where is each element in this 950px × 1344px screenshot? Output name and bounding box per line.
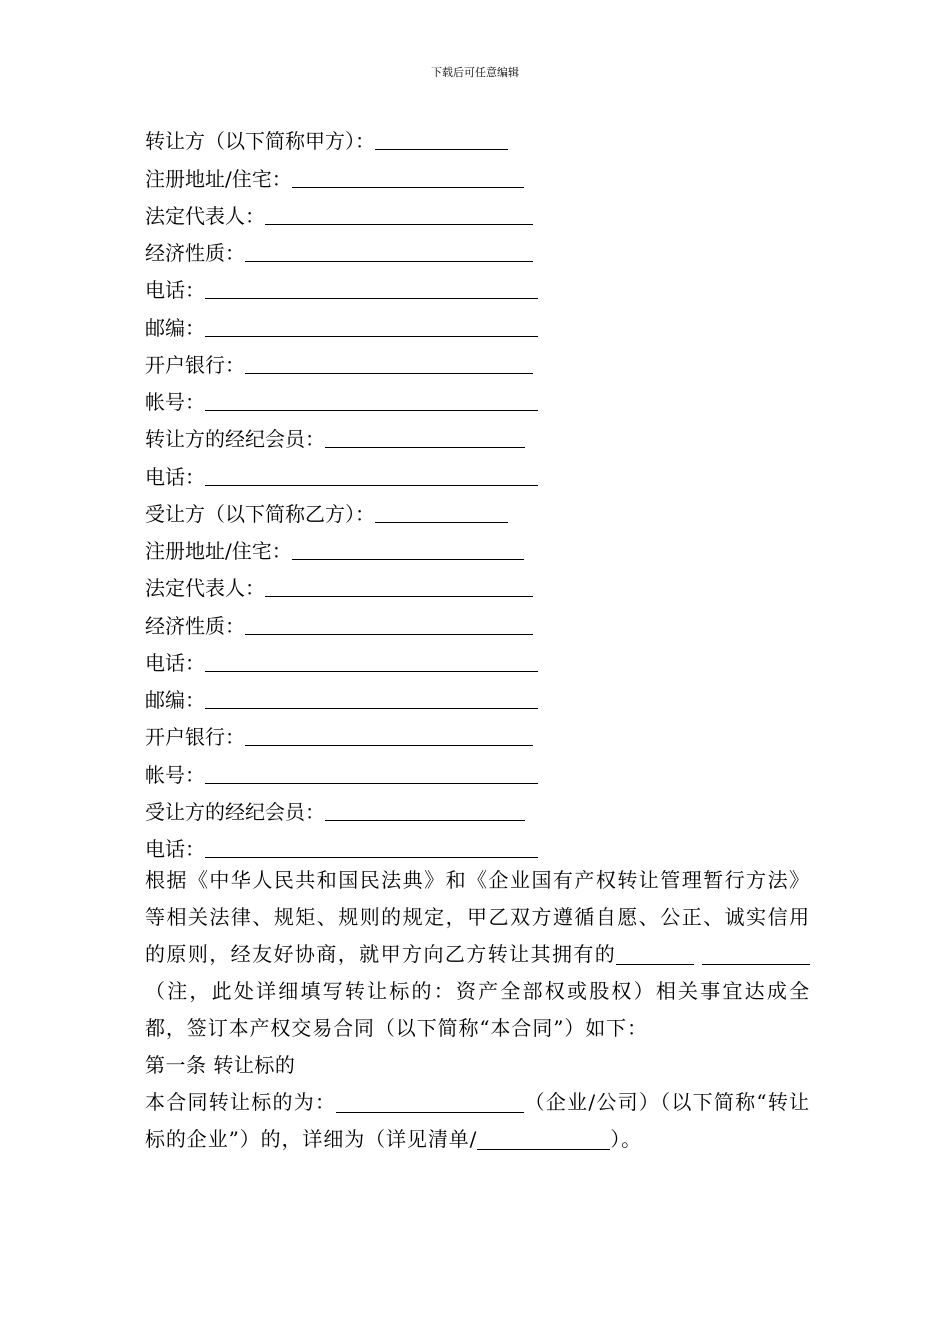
transferor-legal-rep-field xyxy=(145,193,665,230)
transferee-postcode-blank[interactable] xyxy=(205,686,538,709)
article-1-title: 第一条 转让标的 xyxy=(145,1053,296,1077)
contract-body xyxy=(145,862,810,1158)
transferor-name-field xyxy=(145,118,665,155)
transferee-bank-blank[interactable] xyxy=(245,723,533,746)
transferee-account-field xyxy=(145,751,665,788)
field-label: 电话： xyxy=(145,464,205,489)
transferor-address-field xyxy=(145,155,665,192)
transferee-address-blank[interactable] xyxy=(292,537,524,560)
transferor-name-blank[interactable] xyxy=(375,127,508,150)
transferor-account-blank[interactable] xyxy=(205,388,538,411)
transferor-economic-nature-field xyxy=(145,230,665,267)
transferor-bank-blank[interactable] xyxy=(245,351,533,374)
transferor-broker-blank[interactable] xyxy=(325,425,525,448)
field-label: 帐号： xyxy=(145,390,205,414)
field-label: 转让方的经纪会员： xyxy=(145,427,325,452)
preamble-paragraph xyxy=(145,862,810,1047)
transferee-bank-field xyxy=(145,714,665,751)
field-label: 注册地址/住宅： xyxy=(145,539,292,563)
transferee-postcode-field xyxy=(145,677,665,714)
field-label: 开户银行： xyxy=(145,725,245,750)
field-label: 经济性质： xyxy=(145,241,245,265)
transferee-broker-phone-field xyxy=(145,826,665,863)
transferee-legal-rep-blank[interactable] xyxy=(265,574,533,597)
transferor-postcode-blank[interactable] xyxy=(205,314,538,337)
article-1-paragraph xyxy=(145,1084,810,1158)
transferor-broker-phone-field xyxy=(145,453,665,490)
transferee-broker-field xyxy=(145,789,665,826)
transferee-economic-nature-field xyxy=(145,602,665,639)
field-label: 法定代表人： xyxy=(145,203,265,228)
transferor-address-blank[interactable] xyxy=(292,165,524,188)
party-info-fields xyxy=(145,118,665,863)
field-label: 帐号： xyxy=(145,762,205,787)
transferor-broker-field xyxy=(145,416,665,453)
field-label: 受让方的经纪会员： xyxy=(145,799,325,824)
article-1-text-3: ）。 xyxy=(610,1127,643,1151)
transferee-address-field xyxy=(145,528,665,565)
field-label: 受让方（以下简称乙方）： xyxy=(145,501,375,526)
field-label: 开户银行： xyxy=(145,352,245,377)
preamble-text-part2: （注，此处详细填写转让标的：资产全部权或股权）相关事宜达成全都，签订本产权交易合同（以下简称“本合同”）如下： xyxy=(145,979,810,1040)
asset-list-blank[interactable] xyxy=(477,1127,610,1150)
preamble-text-part1: 根据《中华人民共和国民法典》和《企业国有产权转让管理暂行方法》等相关法律、规矩、规则的规定，甲乙双方遵循自愿、公正、诚实信用的原则，经友好协商，就甲方向乙方转让其拥有的 xyxy=(145,868,810,966)
field-label: 电话： xyxy=(145,650,205,675)
field-label: 电话： xyxy=(145,278,205,303)
transferor-postcode-field xyxy=(145,304,665,341)
transferee-name-field xyxy=(145,491,665,528)
field-label: 邮编： xyxy=(145,688,205,712)
field-label: 转让方（以下简称甲方）： xyxy=(145,129,375,154)
transferee-account-blank[interactable] xyxy=(205,761,538,784)
field-label: 邮编： xyxy=(145,315,205,340)
transferor-economic-nature-blank[interactable] xyxy=(245,239,533,262)
article-1-text-1: 本合同转让标的为： xyxy=(145,1090,337,1114)
transferee-phone-blank[interactable] xyxy=(205,649,538,672)
page-header-note: 下载后可任意编辑 xyxy=(431,66,519,79)
transferor-phone-field xyxy=(145,267,665,304)
field-label: 经济性质： xyxy=(145,613,245,638)
transferee-phone-field xyxy=(145,640,665,677)
transferor-account-field xyxy=(145,379,665,416)
transferor-phone-blank[interactable] xyxy=(205,276,538,299)
transferor-broker-phone-blank[interactable] xyxy=(205,463,538,486)
transferee-broker-phone-blank[interactable] xyxy=(205,835,538,858)
transferee-legal-rep-field xyxy=(145,565,665,602)
article-1-text-2: （企业/公司）（以下简称“转让标的企业”）的，详细为（详见清单/ xyxy=(145,1090,810,1151)
transferor-bank-field xyxy=(145,342,665,379)
transfer-object-blank-1[interactable] xyxy=(616,942,694,965)
field-label: 电话： xyxy=(145,837,205,861)
transferor-legal-rep-blank[interactable] xyxy=(265,202,533,225)
field-label: 注册地址/住宅： xyxy=(145,166,292,191)
transfer-object-blank-2[interactable] xyxy=(702,942,810,965)
field-label: 法定代表人： xyxy=(145,576,265,601)
transferee-broker-blank[interactable] xyxy=(325,798,525,821)
target-enterprise-blank[interactable] xyxy=(336,1090,524,1113)
transferee-name-blank[interactable] xyxy=(375,500,508,523)
transferee-economic-nature-blank[interactable] xyxy=(245,612,533,635)
